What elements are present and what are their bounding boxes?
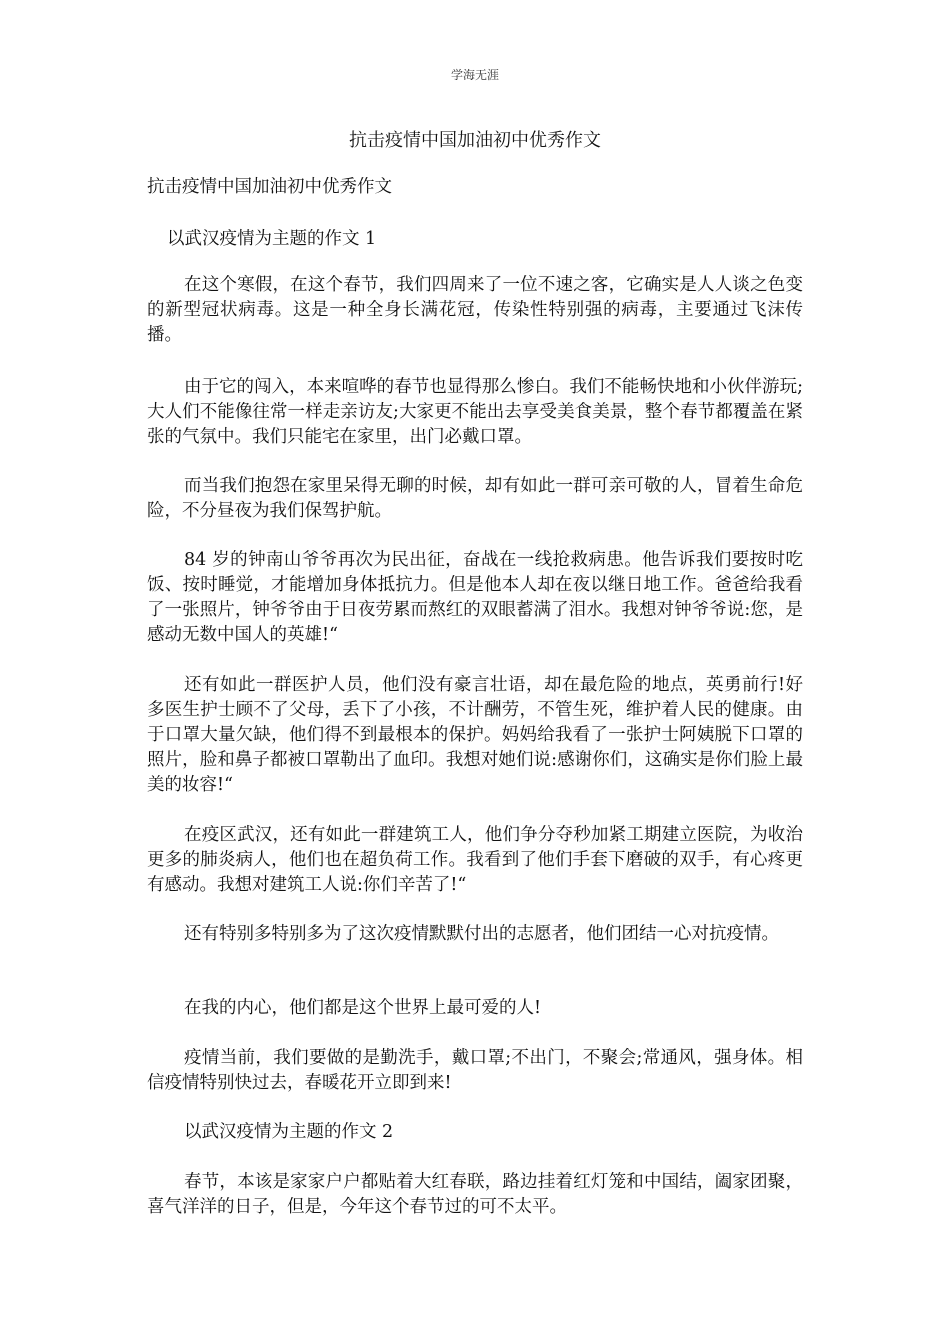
paragraph: 84 岁的钟南山爷爷再次为民出征，奋战在一线抢救病患。他告诉我们要按时吃饭、按时睡觉，才能增加身体抵抗力。但是他本人却在夜以继日地工作。爸爸给我看了一张照片，钟爷爷由于日夜劳累而熬红的双眼蓄满了泪水。我想对钟爷爷说:您，是感动无数中国人的英雄!“ <box>147 550 803 645</box>
document-title: 抗击疫情中国加油初中优秀作文 <box>349 130 601 151</box>
paragraph: 疫情当前，我们要做的是勤洗手，戴口罩;不出门，不聚会;常通风，强身体。相信疫情特别快过去，春暖花开立即到来! <box>147 1048 803 1093</box>
paragraph: 春节，本该是家家户户都贴着大红春联，路边挂着红灯笼和中国结，阖家团聚，喜气洋洋的日子，但是，今年这个春节过的可不太平。 <box>147 1172 803 1217</box>
paragraph: 还有如此一群医护人员，他们没有豪言壮语，却在最危险的地点，英勇前行!好多医生护士顾不了父母，丢下了小孩，不计酬劳，不管生死，维护着人民的健康。由于口罩大量欠缺，他们得不到最根本的保护。妈妈给我看了一张护士阿姨脱下口罩的照片，脸和鼻子都被口罩勒出了血印。我想对她们说:感谢你们，这确实是你们脸上最美的妆容!“ <box>147 675 803 795</box>
paragraph: 而当我们抱怨在家里呆得无聊的时候，却有如此一群可亲可敬的人，冒着生命危险，不分昼夜为我们保驾护航。 <box>147 476 803 521</box>
paragraph: 在疫区武汉，还有如此一群建筑工人，他们争分夺秒加紧工期建立医院，为收治更多的肺炎病人，他们也在超负荷工作。我看到了他们手套下磨破的双手，有心疼更有感动。我想对建筑工人说:你们辛苦了!“ <box>147 825 803 895</box>
document-subtitle: 抗击疫情中国加油初中优秀作文 <box>147 177 392 197</box>
page-header: 学海无涯 <box>450 68 499 82</box>
paragraph: 由于它的闯入，本来喧哗的春节也显得那么惨白。我们不能畅快地和小伙伴游玩;大人们不能像往常一样走亲访友;大家更不能出去享受美食美景，整个春节都覆盖在紧张的气氛中。我们只能宅在家里，出门必戴口罩。 <box>147 377 803 447</box>
section1-heading: 以武汉疫情为主题的作文 1 <box>167 229 377 249</box>
section2-heading: 以武汉疫情为主题的作文 2 <box>184 1122 394 1142</box>
paragraph: 在我的内心，他们都是这个世界上最可爱的人! <box>184 998 542 1018</box>
paragraph: 在这个寒假，在这个春节，我们四周来了一位不速之客，它确实是人人谈之色变的新型冠状病毒。这是一种全身长满花冠，传染性特别强的病毒，主要通过飞沫传播。 <box>147 275 803 345</box>
paragraph: 还有特别多特别多为了这次疫情默默付出的志愿者，他们团结一心对抗疫情。 <box>184 924 779 944</box>
